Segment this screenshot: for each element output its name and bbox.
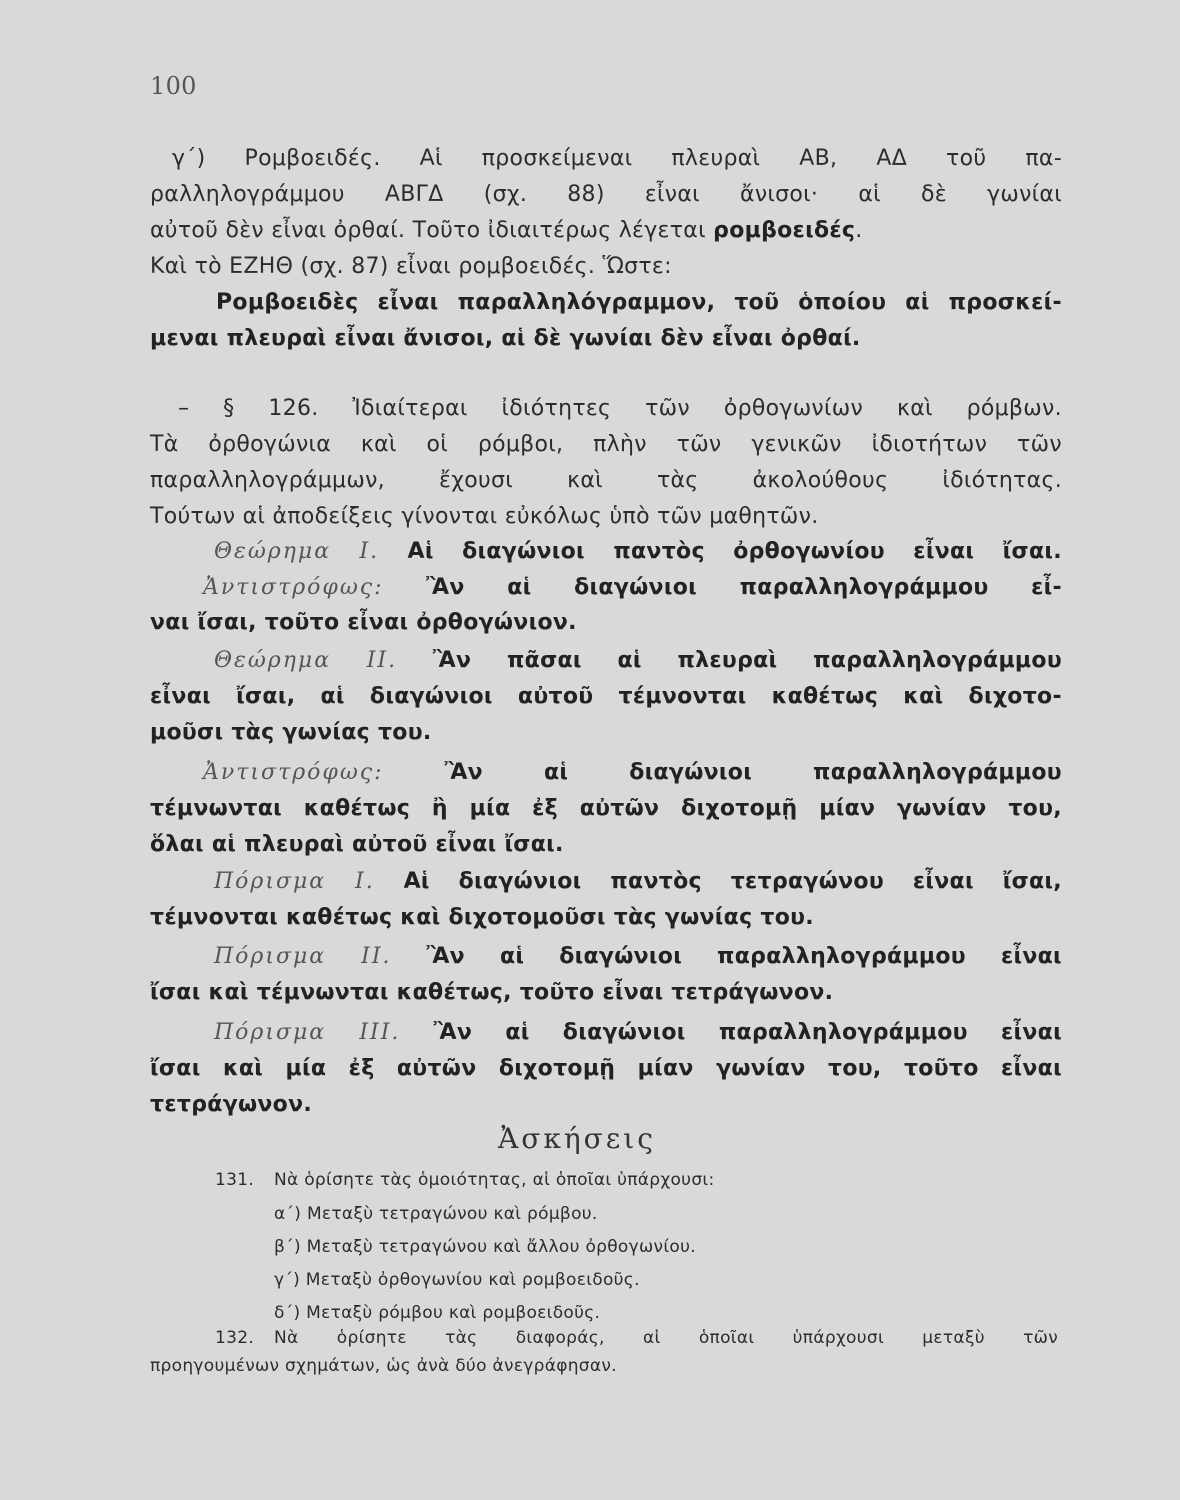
text-line [150, 684, 1062, 709]
word: Ι. [355, 869, 375, 894]
exercise-text: γ΄) Μεταξὺ ὀρθογωνίου καὶ ρομβοειδοῦς. [274, 1270, 640, 1290]
word: παραλληλόγραμμον, [457, 290, 716, 315]
text-segment: Τούτων αἱ ἀποδείξεις γίνονται εὐκόλως ὑπὸ τῶν μαθητῶν. [150, 504, 819, 529]
text-line [150, 432, 1062, 457]
text-line [150, 832, 564, 857]
word: προσκείμεναι [481, 146, 633, 171]
word: εἶναι [1000, 1020, 1062, 1045]
word: Αἱ [403, 869, 430, 894]
word: πα- [1025, 146, 1062, 171]
word: Ρομβοειδὲς [216, 290, 359, 315]
text-line [150, 182, 1062, 207]
word: τῶν [676, 432, 722, 457]
text-line [150, 218, 863, 243]
text-line [216, 290, 1062, 315]
text-line [150, 980, 833, 1005]
text-line [150, 796, 1062, 821]
word: καθέτως [771, 684, 879, 709]
word: ΙΙ. [366, 648, 398, 673]
word: Ἂν [444, 760, 483, 785]
word: ἢ [431, 796, 448, 821]
word: ἴσαι. [1002, 539, 1062, 564]
word: εἶναι [1000, 944, 1062, 969]
word: τέμνονται [618, 684, 747, 709]
word: γενικῶν [751, 432, 842, 457]
word: διαγώνιοι [458, 869, 582, 894]
word: αἱ [543, 760, 569, 785]
word: τὰς [656, 468, 699, 493]
word: ραλληλογράμμου [150, 182, 345, 207]
word: τοῦ [946, 146, 987, 171]
word: ΑΒ, [799, 146, 838, 171]
text-line [150, 905, 814, 930]
word: ἰδιότητας. [942, 468, 1062, 493]
word: 88) [567, 182, 605, 207]
word: διχοτομῇ [498, 1056, 616, 1081]
word: διαγώνιοι [369, 684, 493, 709]
text-line [150, 254, 672, 279]
word: παραλληλογράμμων, [150, 468, 385, 493]
text-line [150, 610, 577, 635]
word: ἐξ [532, 796, 558, 821]
word: τετραγώνου [730, 869, 884, 894]
word: καθέτως [303, 796, 411, 821]
text-segment: ναι ἴσαι, τοῦτο εἶναι ὀρθογώνιον. [150, 610, 577, 635]
word: αὐτῶν [396, 1056, 477, 1081]
word: Ρομβοειδές. [244, 146, 381, 171]
word: Ἂν [432, 648, 472, 673]
word: Πόρισμα [214, 1020, 327, 1045]
text-segment: . [855, 218, 863, 243]
text-segment: μεναι πλευραὶ εἶναι ἄνισοι, αἱ δὲ γωνίαι δὲν εἶναι ὀρθαί. [150, 326, 861, 351]
text-segment: ὅλαι αἱ πλευραὶ αὐτοῦ εἶναι ἴσαι. [150, 832, 564, 857]
word: Θεώρημα [214, 648, 332, 673]
word: καὶ [222, 1056, 264, 1081]
word: ρόμβοι, [477, 432, 564, 457]
word: αἱ [858, 182, 881, 207]
word: ὁρίσητε [336, 1328, 407, 1348]
word: Ἂν [426, 944, 465, 969]
word: Πόρισμα [214, 944, 327, 969]
word: ἀκολούθους [752, 468, 889, 493]
word: εἶναι [377, 290, 439, 315]
text-line [150, 504, 819, 529]
word: ὀρθογωνίων [723, 396, 864, 421]
word: ὀρθογώνια [208, 432, 332, 457]
text-segment: ρομβοειδές [713, 218, 856, 243]
word: Αἱ [419, 146, 443, 171]
word: διχοτο- [968, 684, 1062, 709]
word: μίαν [637, 1056, 694, 1081]
exercise-text: β΄) Μεταξὺ τετραγώνου καὶ ἄλλου ὀρθογωνίου. [274, 1237, 696, 1257]
word: αὐτῶν [579, 796, 660, 821]
word: ἔχουσι [439, 468, 514, 493]
word: οἱ [426, 432, 449, 457]
word: Ἀντιστρόφως: [203, 575, 384, 600]
word: αἱ [507, 575, 532, 600]
word: Ἰδιαίτεραι [352, 396, 468, 421]
word: εἶναι [912, 869, 974, 894]
text-segment: αὐτοῦ δὲν εἶναι ὀρθαί. Τοῦτο ἰδιαιτέρως λέγεται [150, 218, 714, 243]
word: διαγώνιοι [562, 1020, 686, 1045]
word: διαγώνιοι [629, 760, 753, 785]
text-line [203, 575, 1062, 600]
text-line [150, 468, 1062, 493]
word: ὁποίου [798, 290, 887, 315]
word: διχοτομῇ [681, 796, 798, 821]
word: ἰδιότητες [501, 396, 612, 421]
word: αἱ [320, 684, 345, 709]
word: ὀρθογωνίου [733, 539, 885, 564]
word: τοῦ [734, 290, 780, 315]
text-line [150, 1056, 1062, 1081]
word: ἰδιοτήτων [871, 432, 988, 457]
word: παραλληλογράμμου [717, 944, 966, 969]
word: Ἂν [433, 1020, 473, 1045]
word: τοῦτο [903, 1056, 979, 1081]
word: αἱ [905, 290, 930, 315]
word: ρόμβων. [966, 396, 1062, 421]
word: του, [1008, 796, 1062, 821]
word: γωνίαν [716, 1056, 806, 1081]
word: αἱ [643, 1328, 661, 1348]
word: διαγώνιοι [574, 575, 697, 600]
page-number: 100 [150, 72, 197, 100]
exercise-text: δ΄) Μεταξὺ ρόμβου καὶ ρομβοειδοῦς. [274, 1303, 601, 1323]
word: δὲ [920, 182, 947, 207]
text-line [150, 720, 432, 745]
word: παραλληλογράμμου [813, 760, 1062, 785]
text-segment: τετράγωνον. [150, 1092, 313, 1117]
exercise-text: α΄) Μεταξὺ τετραγώνου καὶ ρόμβου. [274, 1204, 598, 1224]
word: διαγώνιοι [462, 539, 585, 564]
word: μία [285, 1056, 327, 1081]
word: διαφοράς, [515, 1328, 605, 1348]
exercise-text [274, 1328, 1058, 1348]
text-line [214, 869, 1062, 894]
text-line [178, 396, 1062, 421]
word: – [178, 396, 190, 421]
word: ΙΙ. [361, 944, 392, 969]
text-segment: μοῦσι τὰς γωνίας του. [150, 720, 432, 745]
word: Νὰ [274, 1328, 299, 1348]
text-line [150, 326, 861, 351]
text-line [214, 648, 1062, 673]
word: διαγώνιοι [559, 944, 683, 969]
word: εἶναι [150, 684, 211, 709]
word: γ΄) [172, 146, 206, 171]
exercise-number: 132. [215, 1328, 255, 1348]
word: ΑΒΓΔ [384, 182, 444, 207]
word: ἄνισοι· [740, 182, 819, 207]
word: εἶναι [644, 182, 700, 207]
word: Ἂν [426, 575, 465, 600]
word: εἶναι [913, 539, 975, 564]
word: (σχ. [483, 182, 528, 207]
word: Πόρισμα [214, 869, 327, 894]
exercise-text: Νὰ ὁρίσητε τὰς ὁμοιότητας, αἱ ὁποῖαι ὑπάρχουσι: [274, 1170, 715, 1190]
exercises-heading: Ἀσκήσεις [498, 1122, 656, 1155]
word: του, [828, 1056, 882, 1081]
word: προσκεί- [948, 290, 1062, 315]
word: Ι. [359, 539, 380, 564]
word: παντὸς [613, 539, 705, 564]
text-segment: ἴσαι καὶ τέμνωνται καθέτως, τοῦτο εἶναι τετράγωνον. [150, 980, 834, 1005]
word: παραλληλογράμμου [739, 575, 989, 600]
word: καὶ [903, 684, 944, 709]
word: τῶν [645, 396, 690, 421]
word: πλευραὶ [671, 146, 761, 171]
word: τῶν [1017, 432, 1062, 457]
word: τῶν [1023, 1328, 1058, 1348]
word: μεταξὺ [922, 1328, 985, 1348]
word: καὶ [360, 432, 397, 457]
word: αἱ [499, 944, 525, 969]
word: Τὰ [150, 432, 179, 457]
word: Αἱ [407, 539, 434, 564]
word: μίαν [819, 796, 876, 821]
word: πλὴν [593, 432, 647, 457]
word: αἱ [617, 648, 642, 673]
word: εἶ- [1031, 575, 1062, 600]
word: καὶ [896, 396, 933, 421]
word: τὰς [445, 1328, 478, 1348]
word: πᾶσαι [506, 648, 582, 673]
word: πλευραὶ [677, 648, 778, 673]
word: ὑπάρχουσι [792, 1328, 885, 1348]
word: ἴσαι, [236, 684, 296, 709]
word: αὐτοῦ [517, 684, 594, 709]
word: ὁποῖαι [698, 1328, 755, 1348]
text-segment: τέμνονται καθέτως καὶ διχοτομοῦσι τὰς γωνίας του. [150, 905, 814, 930]
text-line [172, 146, 1062, 171]
word: γωνίαν [897, 796, 987, 821]
word: καὶ [567, 468, 603, 493]
word: παραλληλογράμμου [813, 648, 1062, 673]
word: ἴσαι, [1002, 869, 1062, 894]
text-line [214, 944, 1062, 969]
word: τέμνωνται [150, 796, 282, 821]
exercise-number: 131. [215, 1170, 255, 1190]
word: § [223, 396, 235, 421]
word: παντὸς [610, 869, 702, 894]
word: γωνίαι [987, 182, 1062, 207]
text-line [214, 1020, 1062, 1045]
word: ἴσαι [150, 1056, 201, 1081]
text-line [150, 1092, 312, 1117]
exercise-text: προηγουμένων σχημάτων, ὡς ἀνὰ δύο ἀνεγράφησαν. [150, 1356, 617, 1376]
word: ΙΙΙ. [359, 1020, 401, 1045]
word: ΑΔ [876, 146, 908, 171]
word: Θεώρημα [214, 539, 332, 564]
word: παραλληλογράμμου [718, 1020, 968, 1045]
word: 126. [268, 396, 319, 421]
word: εἶναι [1000, 1056, 1062, 1081]
word: Ἀντιστρόφως: [203, 760, 384, 785]
word: μία [469, 796, 511, 821]
text-segment: Καὶ τὸ ΕΖΗΘ (σχ. 87) εἶναι ρομβοειδές. Ὥστε: [150, 254, 672, 279]
text-line [214, 539, 1062, 564]
word: ἐξ [348, 1056, 375, 1081]
word: αἱ [505, 1020, 530, 1045]
text-line [203, 760, 1062, 785]
